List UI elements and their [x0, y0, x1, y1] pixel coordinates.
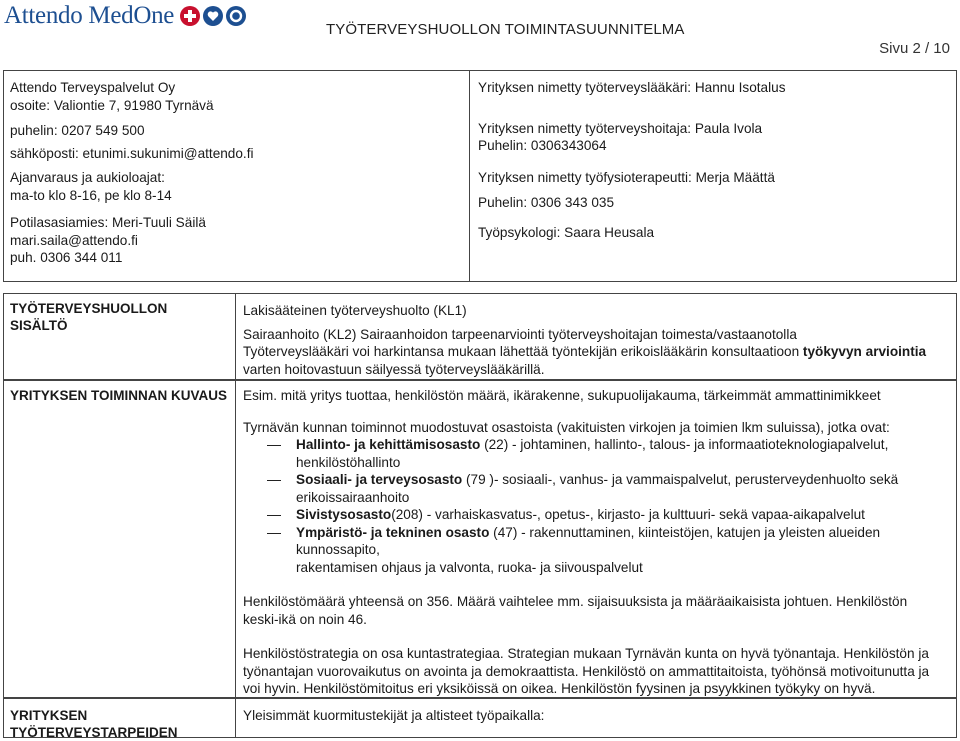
department-item	[243, 506, 956, 524]
nurse-phone: Puhelin: 0306343064	[478, 138, 607, 153]
specialist-consultation-line-2: varten hoitovastuun säilyessä työterveyslääkärillä.	[243, 361, 545, 377]
department-item	[243, 471, 956, 506]
booking-title: Ajanvaraus ja aukioloajat:	[10, 170, 165, 185]
plus-circle-icon	[179, 5, 201, 27]
heart-circle-icon	[202, 5, 224, 27]
page-number: Sivu 2 / 10	[879, 40, 950, 57]
company-description-text	[236, 380, 957, 698]
designated-nurse: Yrityksen nimetty työterveyshoitaja: Paula Ivola	[478, 120, 763, 136]
text-bold: työkyvyn arviointia	[802, 344, 927, 359]
text-normal: Työterveyslääkäri voi harkintansa mukaan lähettää työntekijän erikoislääkärin konsultaatioon	[243, 344, 803, 359]
service-content-text	[236, 293, 957, 380]
person-circle-icon	[225, 5, 247, 27]
health-needs-label: YRITYKSEN TYÖTERVEYSTARPEIDEN	[3, 698, 236, 738]
designated-physiotherapist: Yrityksen nimetty työfysioterapeutti: Merja Määttä	[478, 169, 775, 185]
provider-contact-box	[3, 70, 470, 282]
staff-age-line: keski-ikä on noin 46.	[243, 611, 367, 627]
department-name: Sivistysosasto	[296, 507, 392, 522]
example-line: Esim. mitä yritys tuottaa, henkilöstön määrä, ikärakenne, sukupuolijakauma, tärkeimmät ammattinimikkeet	[243, 388, 881, 403]
statutory-care-line: Lakisääteinen työterveyshuolto (KL1)	[243, 303, 467, 318]
representative-email: mari.saila@attendo.fi	[10, 232, 138, 248]
strategy-line: voi hyvin. Henkilöstömitoitus eri yksiköissä on oikea. Henkilöstön fyysinen ja psyykkinen työkyky on hyvä.	[243, 681, 876, 696]
department-desc: (47) - rakennuttaminen, kiinteistöjen, katujen ja yleisten alueiden kunnossapito,	[296, 524, 881, 557]
provider-company: Attendo Terveyspalvelut Oy	[10, 80, 176, 95]
customer-representative: Potilasasiamies: Meri-Tuuli Säilä	[10, 215, 206, 230]
department-name: Sosiaali- ja terveysosasto	[296, 472, 463, 487]
physiotherapist-phone: Puhelin: 0306 343 035	[478, 195, 615, 210]
document-title: TYÖTERVEYSHUOLLON TOIMINTASUUNNITELMA	[326, 21, 685, 38]
department-name: Hallinto- ja kehittämisosasto	[296, 437, 481, 452]
department-desc: (208) - varhaiskasvatus-, opetus-, kirjasto- ja kulttuuri- sekä vapaa-aikapalvelut	[391, 507, 865, 522]
logo-text: Attendo MedOne	[4, 2, 175, 29]
departments-intro: Tyrnävän kunnan toiminnot muodostuvat osastoista (vakituisten virkojen ja toimien lkm suluissa), jotka ovat:	[243, 419, 890, 435]
representative-phone: puh. 0306 344 011	[10, 250, 123, 265]
service-content-label	[3, 293, 236, 380]
designated-staff-box	[470, 70, 957, 282]
company-description-label: YRITYKSEN TOIMINNAN KUVAUS	[3, 380, 236, 698]
department-desc-2: henkilöstöhallinto	[296, 454, 401, 470]
provider-phone: puhelin: 0207 549 500	[10, 123, 145, 138]
attendo-medone-logo	[4, 1, 247, 31]
work-psychologist: Työpsykologi: Saara Heusala	[478, 224, 655, 240]
provider-address: osoite: Valiontie 7, 91980 Tyrnävä	[10, 97, 214, 113]
label-line: SISÄLTÖ	[10, 318, 68, 333]
department-item	[243, 524, 956, 577]
provider-email: sähköposti: etunimi.sukunimi@attendo.fi	[10, 145, 254, 161]
label-line: TYÖTERVEYSHUOLLON	[10, 301, 168, 316]
department-item	[243, 436, 956, 471]
workload-factors-line: Yleisimmät kuormitustekijät ja altisteet työpaikalla:	[243, 708, 545, 723]
logo-icons	[179, 5, 247, 27]
departments-list	[243, 436, 956, 576]
designated-doctor: Yrityksen nimetty työterveyslääkäri: Hannu Isotalus	[478, 80, 786, 95]
medical-care-line: Sairaanhoito (KL2) Sairaanhoidon tarpeenarviointi työterveyshoitajan toimesta/vastaanotolla	[243, 326, 797, 342]
department-name: Ympäristö- ja tekninen osasto	[296, 524, 490, 540]
department-desc-2: erikoissairaanhoito	[296, 489, 410, 505]
department-desc: (22) - johtaminen, hallinto-, talous- ja informaatioteknologiapalvelut,	[480, 437, 889, 452]
booking-hours: ma-to klo 8-16, pe klo 8-14	[10, 187, 172, 203]
health-needs-text	[236, 698, 957, 738]
staff-count-line: Henkilöstömäärä yhteensä on 356. Määrä vaihtelee mm. sijaisuuksista ja määräaikaisista johtuen. Henkilöstön	[243, 594, 908, 609]
strategy-line: työnantajan vuorovaikutus on avointa ja demokraattista. Henkilöstö on ammattitaitoista, työhönsä motivoitunutta ja	[243, 663, 930, 679]
department-desc-2: rakentamisen ohjaus ja valvonta, ruoka- ja siivouspalvelut	[296, 559, 643, 575]
specialist-consultation-line	[243, 343, 956, 361]
page-header	[0, 0, 960, 70]
department-desc: (79 )- sosiaali-, vanhus- ja vammaispalvelut, perusterveydenhuolto sekä	[462, 472, 899, 487]
strategy-line: Henkilöstöstrategia on osa kuntastrategiaa. Strategian mukaan Tyrnävän kunta on hyvä työnantaja. Henkilöstön ja	[243, 646, 929, 661]
